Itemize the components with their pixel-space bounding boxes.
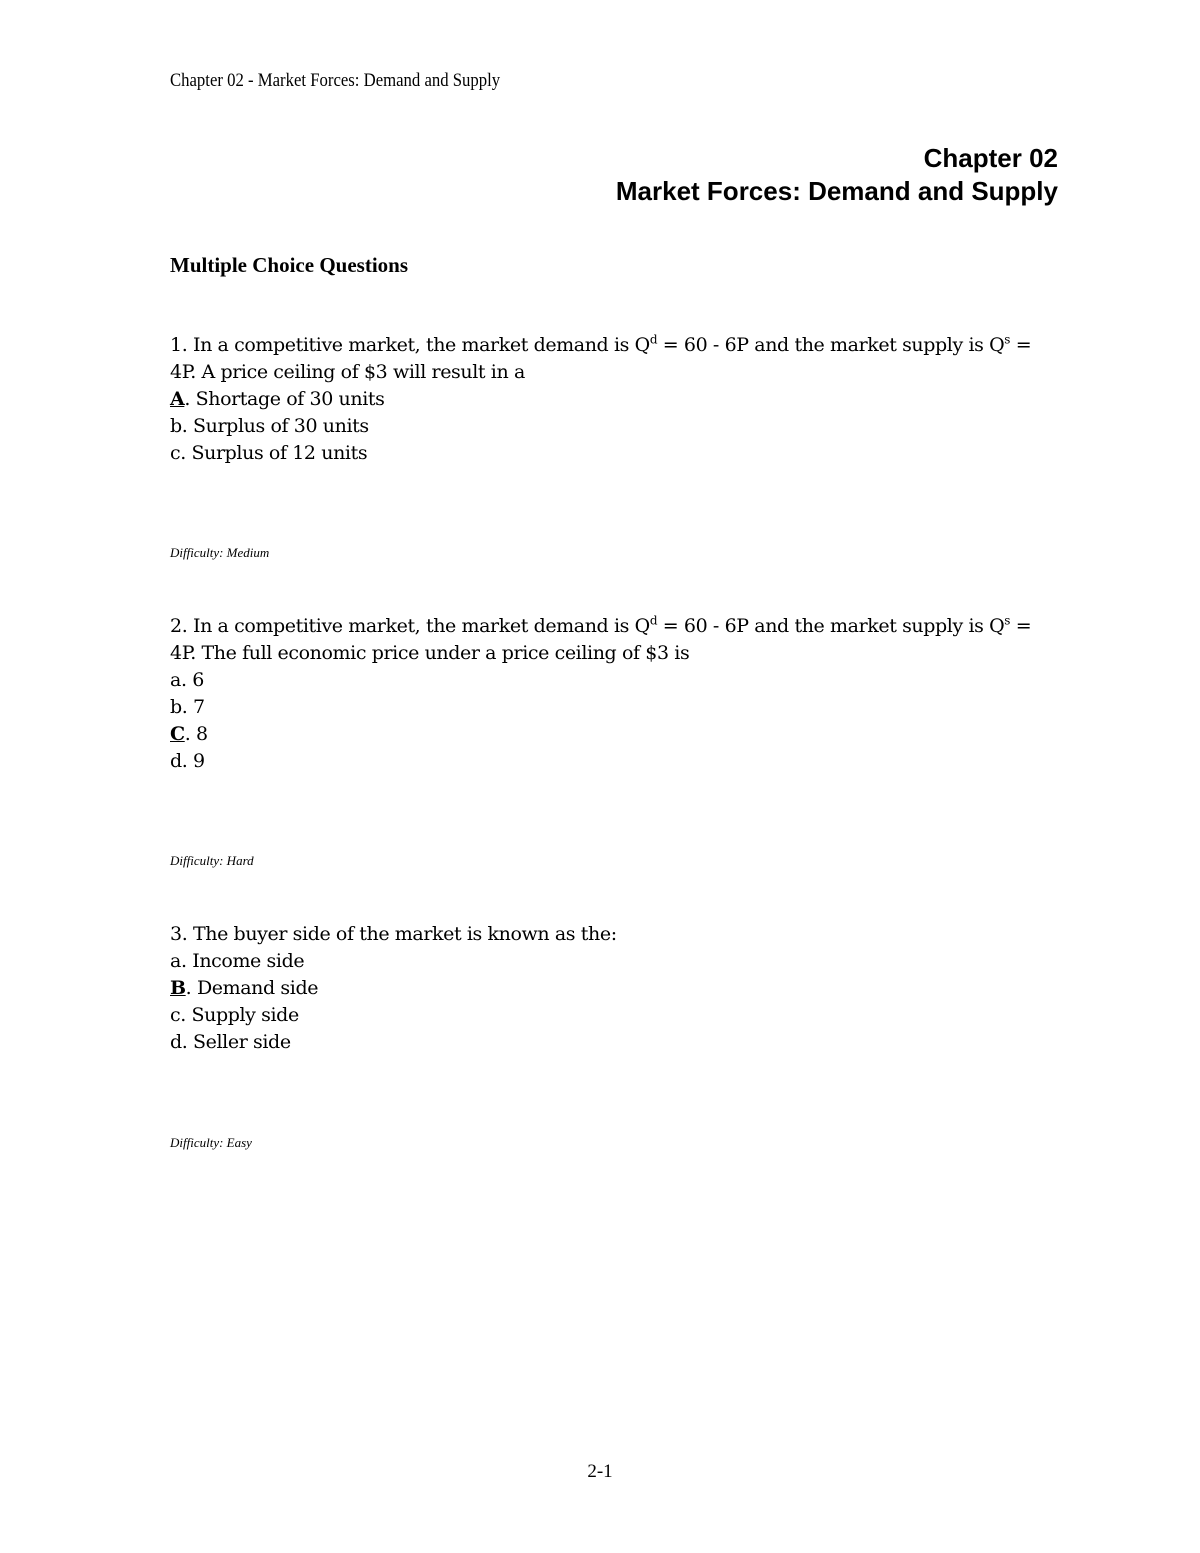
correct-answer-letter: B — [170, 977, 186, 999]
question-stem-line2: 4P. A price ceiling of $3 will result in a — [170, 361, 525, 383]
difficulty-label: Difficulty: Hard — [170, 853, 254, 868]
difficulty-label: Difficulty: Medium — [170, 545, 270, 560]
answer-option: B. Demand side — [170, 977, 319, 999]
difficulty-label: Difficulty: Easy — [170, 1135, 252, 1150]
running-header: Chapter 02 - Market Forces: Demand and Supply — [170, 70, 501, 91]
chapter-number: Chapter 02 — [923, 143, 1058, 173]
question-stem: 3. The buyer side of the market is known as the: — [170, 923, 617, 945]
correct-answer-letter: A — [170, 388, 185, 410]
question-1 — [170, 332, 1050, 467]
answer-option: b. Surplus of 30 units — [170, 415, 369, 437]
section-heading: Multiple Choice Questions — [170, 253, 409, 277]
answer-option: a. 6 — [170, 669, 204, 691]
question-3 — [170, 921, 1050, 1056]
question-stem: 2. In a competitive market, the market demand is $Q^d = 60 - 6P$ and the market supply is $Q^s$ = — [170, 613, 1032, 637]
correct-answer-letter: C — [170, 723, 185, 745]
answer-option: a. Income side — [170, 950, 305, 972]
answer-option: b. 7 — [170, 696, 205, 718]
answer-option: c. Supply side — [170, 1004, 299, 1026]
answer-option: d. 9 — [170, 750, 205, 772]
page-number: 2-1 — [587, 1461, 613, 1482]
question-2 — [170, 613, 1050, 775]
answer-option: A. Shortage of 30 units — [170, 388, 385, 410]
answer-option: c. Surplus of 12 units — [170, 442, 368, 464]
chapter-name: Market Forces: Demand and Supply — [615, 176, 1058, 206]
question-stem-line2: 4P. The full economic price under a price ceiling of $3 is — [170, 642, 690, 664]
question-stem: 1. In a competitive market, the market demand is $Q^d = 60 - 6P$ and the market supply is $Q^s$ = — [170, 332, 1032, 356]
answer-option: C. 8 — [170, 723, 208, 745]
answer-option: d. Seller side — [170, 1031, 291, 1053]
chapter-title — [616, 142, 1058, 208]
